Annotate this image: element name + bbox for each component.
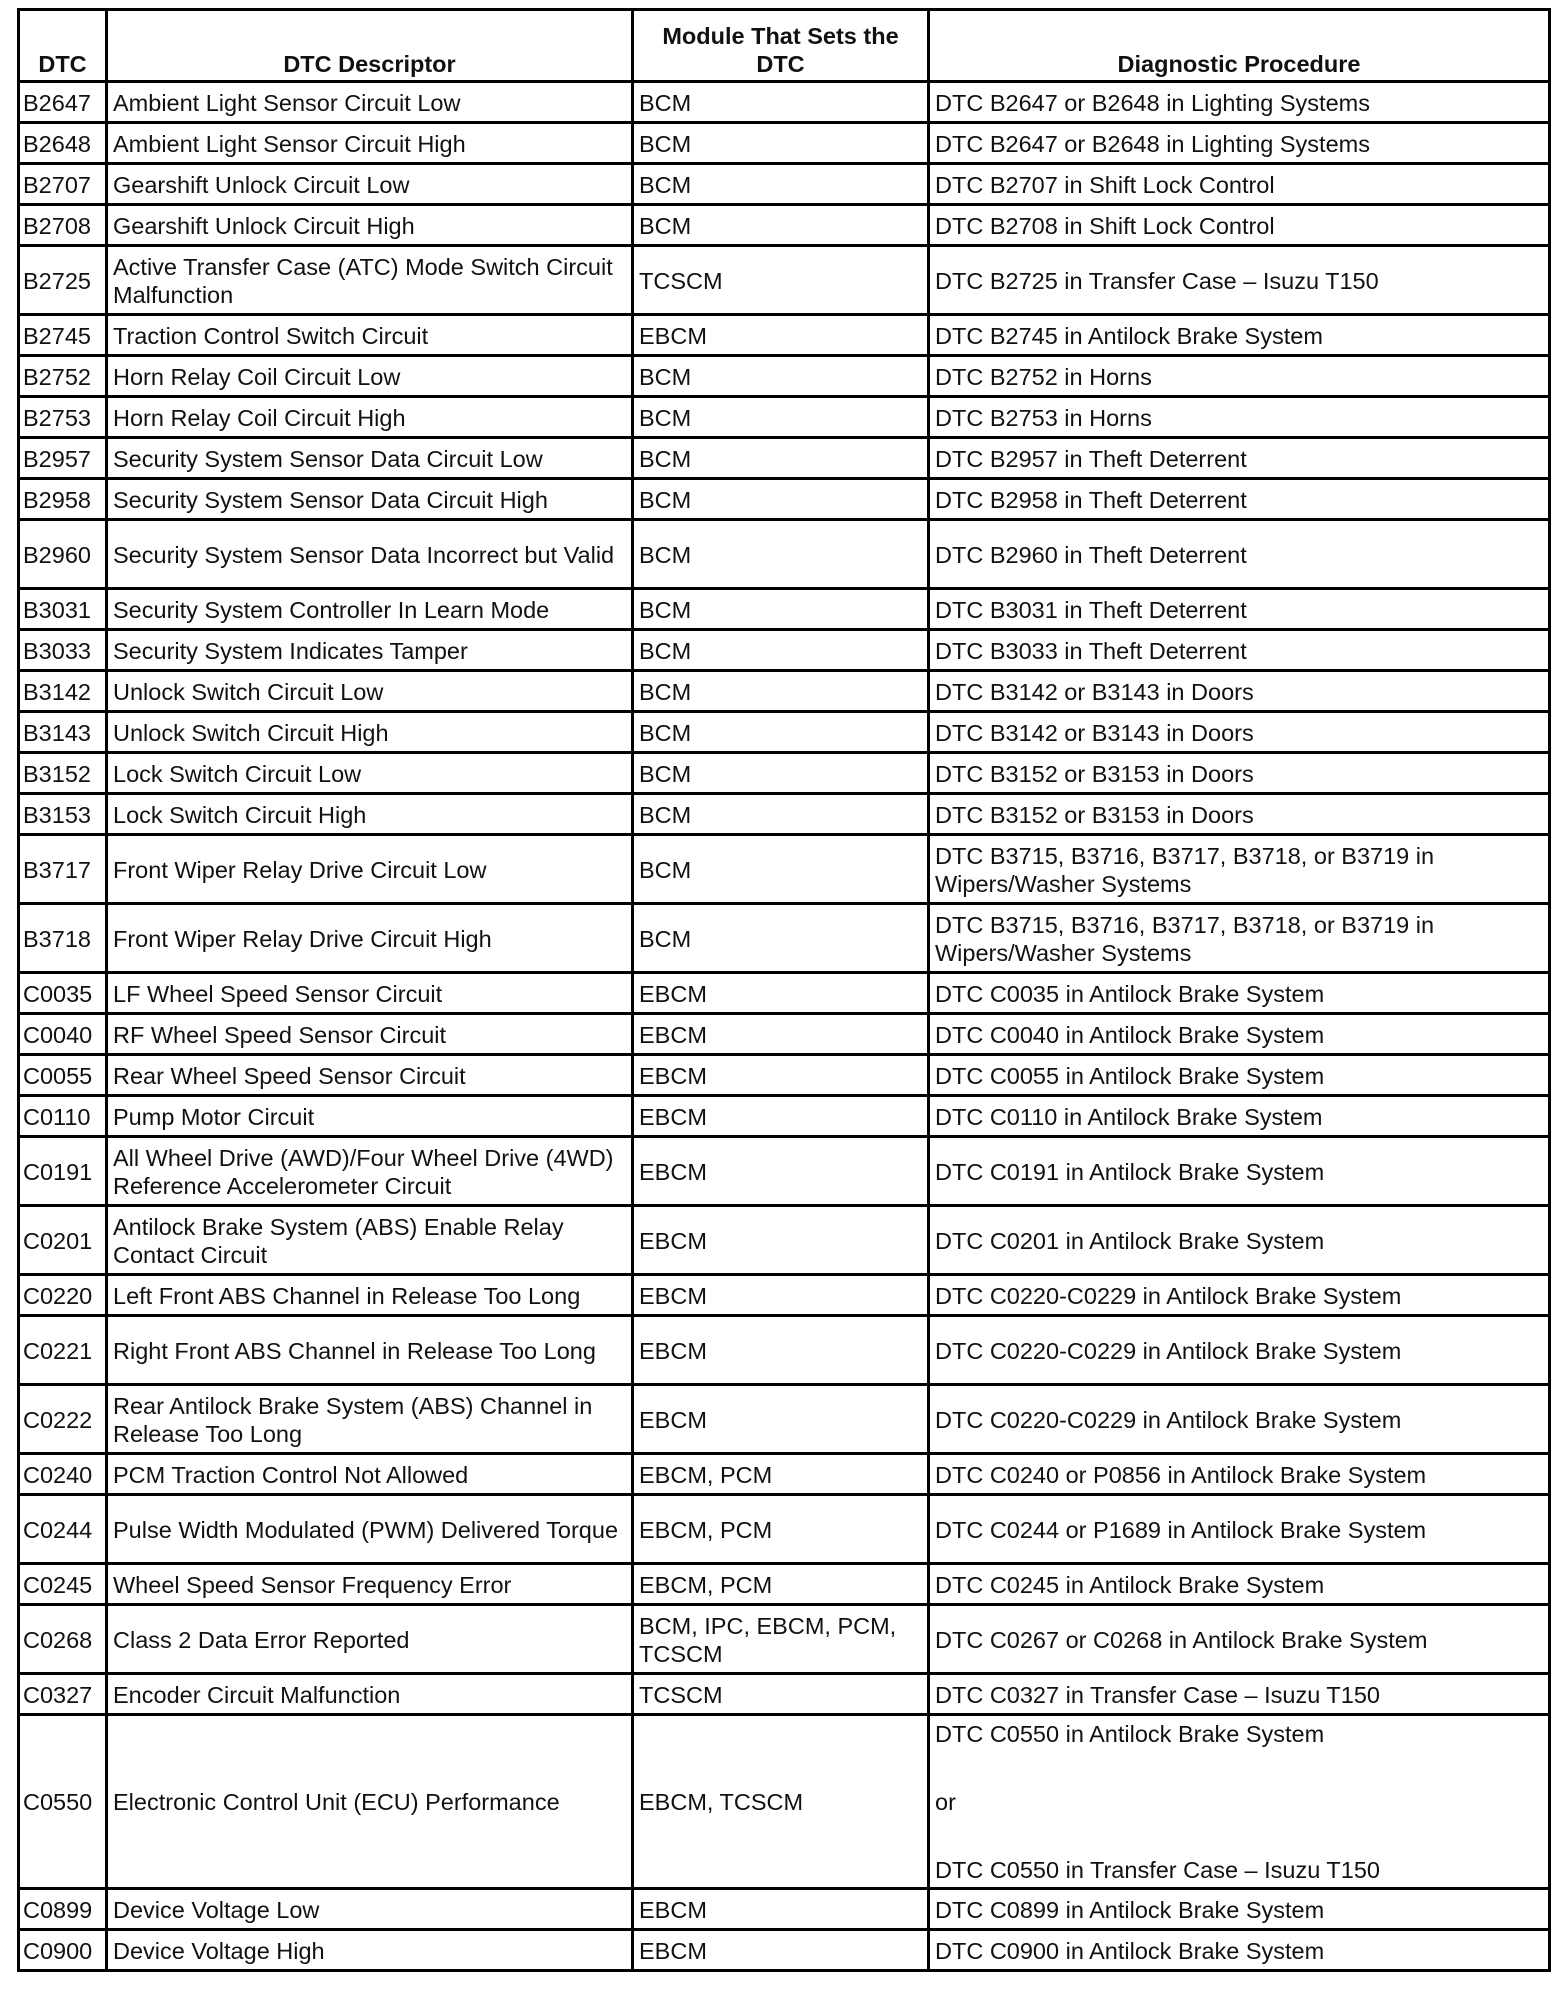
- dtc-descriptor-cell: Encoder Circuit Malfunction: [107, 1674, 633, 1715]
- table-row: [19, 1055, 1550, 1096]
- dtc-descriptor-cell: Pulse Width Modulated (PWM) Delivered Torque: [107, 1495, 633, 1564]
- table-row: [19, 520, 1550, 589]
- table-row: [19, 205, 1550, 246]
- dtc-code-cell: C0222: [19, 1385, 107, 1454]
- diagnostic-procedure-cell: [929, 973, 1550, 1014]
- diagnostic-procedure-cell: [929, 1316, 1550, 1385]
- dtc-code-cell: B2725: [19, 246, 107, 315]
- procedure-spacer: [935, 1816, 1543, 1856]
- diagnostic-procedure-cell: [929, 1014, 1550, 1055]
- diagnostic-procedure-cell: [929, 1206, 1550, 1275]
- dtc-code-cell: B2957: [19, 438, 107, 479]
- table-row: [19, 630, 1550, 671]
- dtc-descriptor-cell: RF Wheel Speed Sensor Circuit: [107, 1014, 633, 1055]
- procedure-line: DTC B3715, B3716, B3717, B3718, or B3719 in Wipers/Washer Systems: [935, 842, 1435, 897]
- table-row: [19, 712, 1550, 753]
- module-cell: BCM: [633, 630, 929, 671]
- diagnostic-procedure-cell: [929, 205, 1550, 246]
- module-cell: EBCM, PCM: [633, 1454, 929, 1495]
- procedure-line: DTC C0201 in Antilock Brake System: [935, 1227, 1325, 1254]
- module-cell: BCM: [633, 520, 929, 589]
- procedure-line: DTC C0055 in Antilock Brake System: [935, 1062, 1325, 1089]
- dtc-code-cell: B3033: [19, 630, 107, 671]
- procedure-line: DTC B2753 in Horns: [935, 404, 1152, 431]
- procedure-line: DTC B3152 or B3153 in Doors: [935, 801, 1254, 828]
- module-cell: BCM: [633, 356, 929, 397]
- module-cell: EBCM: [633, 1316, 929, 1385]
- module-cell: BCM: [633, 123, 929, 164]
- header-dtc: DTC: [19, 10, 107, 82]
- module-cell: EBCM: [633, 1930, 929, 1971]
- dtc-code-cell: C0201: [19, 1206, 107, 1275]
- dtc-descriptor-cell: Electronic Control Unit (ECU) Performance: [107, 1715, 633, 1889]
- table-header-row: [19, 10, 1550, 82]
- dtc-descriptor-cell: Traction Control Switch Circuit: [107, 315, 633, 356]
- dtc-descriptor-cell: Security System Controller In Learn Mode: [107, 589, 633, 630]
- module-cell: BCM: [633, 753, 929, 794]
- procedure-line: DTC B3142 or B3143 in Doors: [935, 678, 1254, 705]
- procedure-line: DTC B2957 in Theft Deterrent: [935, 445, 1247, 472]
- procedure-line: DTC B3031 in Theft Deterrent: [935, 596, 1247, 623]
- procedure-spacer: [935, 1748, 1543, 1788]
- diagnostic-procedure-cell: [929, 123, 1550, 164]
- module-cell: EBCM, TCSCM: [633, 1715, 929, 1889]
- dtc-descriptor-cell: Security System Sensor Data Incorrect but Valid: [107, 520, 633, 589]
- table-row: [19, 356, 1550, 397]
- dtc-code-cell: C0220: [19, 1275, 107, 1316]
- dtc-descriptor-cell: Security System Sensor Data Circuit High: [107, 479, 633, 520]
- procedure-line: DTC C0220-C0229 in Antilock Brake System: [935, 1337, 1402, 1364]
- module-cell: BCM: [633, 438, 929, 479]
- diagnostic-procedure-cell: [929, 589, 1550, 630]
- diagnostic-procedure-cell: [929, 479, 1550, 520]
- diagnostic-procedure-cell: [929, 1715, 1550, 1889]
- procedure-line: DTC C0327 in Transfer Case – Isuzu T150: [935, 1681, 1380, 1708]
- diagnostic-procedure-cell: [929, 397, 1550, 438]
- table-row: [19, 397, 1550, 438]
- table-row: [19, 904, 1550, 973]
- procedure-line: DTC C0900 in Antilock Brake System: [935, 1937, 1325, 1964]
- module-cell: TCSCM: [633, 246, 929, 315]
- dtc-code-cell: B2753: [19, 397, 107, 438]
- table-body: [19, 82, 1550, 1971]
- dtc-code-cell: B2958: [19, 479, 107, 520]
- diagnostic-procedure-cell: [929, 1674, 1550, 1715]
- dtc-code-cell: C0899: [19, 1889, 107, 1930]
- table-row: [19, 438, 1550, 479]
- procedure-line: DTC B2745 in Antilock Brake System: [935, 322, 1323, 349]
- table-row: [19, 123, 1550, 164]
- dtc-descriptor-cell: Left Front ABS Channel in Release Too Long: [107, 1275, 633, 1316]
- diagnostic-procedure-cell: [929, 835, 1550, 904]
- diagnostic-procedure-cell: [929, 1137, 1550, 1206]
- dtc-code-cell: C0240: [19, 1454, 107, 1495]
- procedure-line: DTC C0220-C0229 in Antilock Brake System: [935, 1282, 1402, 1309]
- module-cell: EBCM: [633, 1055, 929, 1096]
- procedure-line: or: [935, 1789, 956, 1815]
- dtc-code-cell: B2960: [19, 520, 107, 589]
- procedure-line: DTC B2708 in Shift Lock Control: [935, 212, 1275, 239]
- diagnostic-procedure-cell: [929, 520, 1550, 589]
- dtc-code-cell: B3142: [19, 671, 107, 712]
- procedure-line: DTC B3033 in Theft Deterrent: [935, 637, 1247, 664]
- procedure-line: DTC C0899 in Antilock Brake System: [935, 1896, 1325, 1923]
- module-cell: EBCM, PCM: [633, 1495, 929, 1564]
- procedure-line: DTC C0550 in Transfer Case – Isuzu T150: [935, 1857, 1380, 1883]
- table-row: [19, 973, 1550, 1014]
- procedure-line: DTC C0245 in Antilock Brake System: [935, 1571, 1325, 1598]
- dtc-descriptor-cell: LF Wheel Speed Sensor Circuit: [107, 973, 633, 1014]
- dtc-descriptor-cell: Horn Relay Coil Circuit High: [107, 397, 633, 438]
- diagnostic-procedure-cell: [929, 315, 1550, 356]
- procedure-line: DTC C0267 or C0268 in Antilock Brake System: [935, 1626, 1428, 1653]
- module-cell: EBCM: [633, 1137, 929, 1206]
- procedure-line: DTC C0110 in Antilock Brake System: [935, 1103, 1323, 1130]
- dtc-code-cell: B3143: [19, 712, 107, 753]
- procedure-line: DTC C0240 or P0856 in Antilock Brake System: [935, 1461, 1427, 1488]
- diagnostic-procedure-cell: [929, 1930, 1550, 1971]
- dtc-code-cell: C0268: [19, 1605, 107, 1674]
- procedure-line: DTC B3152 or B3153 in Doors: [935, 760, 1254, 787]
- procedure-line: DTC B3715, B3716, B3717, B3718, or B3719 in Wipers/Washer Systems: [935, 911, 1435, 966]
- module-cell: EBCM: [633, 1206, 929, 1275]
- procedure-line: DTC C0191 in Antilock Brake System: [935, 1158, 1325, 1185]
- dtc-descriptor-cell: Unlock Switch Circuit Low: [107, 671, 633, 712]
- header-descriptor: DTC Descriptor: [107, 10, 633, 82]
- dtc-descriptor-cell: Lock Switch Circuit High: [107, 794, 633, 835]
- dtc-descriptor-cell: PCM Traction Control Not Allowed: [107, 1454, 633, 1495]
- table-row: [19, 1275, 1550, 1316]
- dtc-code-cell: C0550: [19, 1715, 107, 1889]
- diagnostic-procedure-cell: [929, 1275, 1550, 1316]
- diagnostic-procedure-cell: [929, 246, 1550, 315]
- dtc-code-cell: B3153: [19, 794, 107, 835]
- procedure-line: DTC B2960 in Theft Deterrent: [935, 541, 1247, 568]
- dtc-code-cell: C0055: [19, 1055, 107, 1096]
- module-cell: EBCM: [633, 973, 929, 1014]
- procedure-line: DTC C0550 in Antilock Brake System: [935, 1721, 1325, 1747]
- module-cell: BCM: [633, 712, 929, 753]
- dtc-code-cell: B3152: [19, 753, 107, 794]
- table-row: [19, 1316, 1550, 1385]
- dtc-descriptor-cell: Gearshift Unlock Circuit Low: [107, 164, 633, 205]
- diagnostic-procedure-cell: [929, 712, 1550, 753]
- table-row: [19, 1715, 1550, 1889]
- dtc-descriptor-cell: Unlock Switch Circuit High: [107, 712, 633, 753]
- module-cell: BCM: [633, 397, 929, 438]
- table-row: [19, 1014, 1550, 1055]
- diagnostic-procedure-cell: [929, 630, 1550, 671]
- diagnostic-procedure-cell: [929, 794, 1550, 835]
- dtc-descriptor-cell: Front Wiper Relay Drive Circuit Low: [107, 835, 633, 904]
- dtc-table: [17, 8, 1551, 1972]
- procedure-line: DTC C0035 in Antilock Brake System: [935, 980, 1325, 1007]
- dtc-descriptor-cell: Security System Indicates Tamper: [107, 630, 633, 671]
- table-row: [19, 1096, 1550, 1137]
- table-row: [19, 82, 1550, 123]
- dtc-descriptor-cell: Rear Antilock Brake System (ABS) Channel in Release Too Long: [107, 1385, 633, 1454]
- diagnostic-procedure-cell: [929, 164, 1550, 205]
- dtc-descriptor-cell: Pump Motor Circuit: [107, 1096, 633, 1137]
- dtc-descriptor-cell: Ambient Light Sensor Circuit High: [107, 123, 633, 164]
- module-cell: BCM: [633, 205, 929, 246]
- module-cell: EBCM, PCM: [633, 1564, 929, 1605]
- table-row: [19, 1930, 1550, 1971]
- table-row: [19, 589, 1550, 630]
- dtc-code-cell: B3717: [19, 835, 107, 904]
- table-row: [19, 1605, 1550, 1674]
- table-row: [19, 1206, 1550, 1275]
- dtc-code-cell: B2707: [19, 164, 107, 205]
- diagnostic-procedure-cell: [929, 82, 1550, 123]
- table-row: [19, 164, 1550, 205]
- dtc-code-cell: C0900: [19, 1930, 107, 1971]
- dtc-descriptor-cell: Device Voltage High: [107, 1930, 633, 1971]
- table-row: [19, 794, 1550, 835]
- dtc-descriptor-cell: All Wheel Drive (AWD)/Four Wheel Drive (4WD) Reference Accelerometer Circuit: [107, 1137, 633, 1206]
- dtc-descriptor-cell: Device Voltage Low: [107, 1889, 633, 1930]
- dtc-code-cell: C0110: [19, 1096, 107, 1137]
- module-cell: BCM: [633, 479, 929, 520]
- module-cell: EBCM: [633, 1889, 929, 1930]
- diagnostic-procedure-cell: [929, 1564, 1550, 1605]
- module-cell: EBCM: [633, 1275, 929, 1316]
- dtc-code-cell: C0221: [19, 1316, 107, 1385]
- diagnostic-procedure-cell: [929, 356, 1550, 397]
- dtc-code-cell: C0244: [19, 1495, 107, 1564]
- diagnostic-procedure-cell: [929, 671, 1550, 712]
- dtc-descriptor-cell: Wheel Speed Sensor Frequency Error: [107, 1564, 633, 1605]
- table-row: [19, 246, 1550, 315]
- dtc-code-cell: B2752: [19, 356, 107, 397]
- header-module: Module That Sets the DTC: [633, 10, 929, 82]
- procedure-line: DTC B2647 or B2648 in Lighting Systems: [935, 130, 1370, 157]
- dtc-code-cell: B2647: [19, 82, 107, 123]
- module-cell: BCM: [633, 835, 929, 904]
- dtc-code-cell: B2708: [19, 205, 107, 246]
- dtc-descriptor-cell: Security System Sensor Data Circuit Low: [107, 438, 633, 479]
- diagnostic-procedure-cell: [929, 753, 1550, 794]
- table-row: [19, 671, 1550, 712]
- dtc-descriptor-cell: Active Transfer Case (ATC) Mode Switch Circuit Malfunction: [107, 246, 633, 315]
- dtc-code-cell: B3718: [19, 904, 107, 973]
- dtc-descriptor-cell: Lock Switch Circuit Low: [107, 753, 633, 794]
- diagnostic-procedure-cell: [929, 904, 1550, 973]
- procedure-line: DTC C0244 or P1689 in Antilock Brake System: [935, 1516, 1427, 1543]
- diagnostic-procedure-cell: [929, 1096, 1550, 1137]
- diagnostic-procedure-cell: [929, 1454, 1550, 1495]
- diagnostic-procedure-cell: [929, 438, 1550, 479]
- module-cell: EBCM: [633, 1014, 929, 1055]
- table-row: [19, 1137, 1550, 1206]
- module-cell: BCM, IPC, EBCM, PCM, TCSCM: [633, 1605, 929, 1674]
- dtc-code-cell: B2745: [19, 315, 107, 356]
- dtc-descriptor-cell: Gearshift Unlock Circuit High: [107, 205, 633, 246]
- table-row: [19, 1564, 1550, 1605]
- module-cell: BCM: [633, 904, 929, 973]
- procedure-line: DTC B2647 or B2648 in Lighting Systems: [935, 89, 1370, 116]
- table-row: [19, 1495, 1550, 1564]
- module-cell: EBCM: [633, 1096, 929, 1137]
- procedure-line: DTC B2958 in Theft Deterrent: [935, 486, 1247, 513]
- diagnostic-procedure-cell: [929, 1889, 1550, 1930]
- dtc-code-cell: C0245: [19, 1564, 107, 1605]
- dtc-code-cell: B2648: [19, 123, 107, 164]
- module-cell: BCM: [633, 589, 929, 630]
- table-row: [19, 753, 1550, 794]
- module-cell: BCM: [633, 794, 929, 835]
- procedure-line: DTC B2725 in Transfer Case – Isuzu T150: [935, 267, 1379, 294]
- procedure-line: DTC C0220-C0229 in Antilock Brake System: [935, 1406, 1402, 1433]
- procedure-line: DTC C0040 in Antilock Brake System: [935, 1021, 1325, 1048]
- table-row: [19, 1454, 1550, 1495]
- module-cell: EBCM: [633, 1385, 929, 1454]
- dtc-code-cell: C0327: [19, 1674, 107, 1715]
- diagnostic-procedure-cell: [929, 1605, 1550, 1674]
- dtc-descriptor-cell: Right Front ABS Channel in Release Too Long: [107, 1316, 633, 1385]
- module-cell: BCM: [633, 671, 929, 712]
- module-cell: EBCM: [633, 315, 929, 356]
- procedure-line: DTC B3142 or B3143 in Doors: [935, 719, 1254, 746]
- dtc-descriptor-cell: Class 2 Data Error Reported: [107, 1605, 633, 1674]
- table-row: [19, 1674, 1550, 1715]
- module-cell: BCM: [633, 164, 929, 205]
- dtc-table-container: [17, 8, 1548, 1972]
- dtc-descriptor-cell: Antilock Brake System (ABS) Enable Relay Contact Circuit: [107, 1206, 633, 1275]
- module-cell: BCM: [633, 82, 929, 123]
- dtc-code-cell: B3031: [19, 589, 107, 630]
- diagnostic-procedure-cell: [929, 1385, 1550, 1454]
- procedure-line: DTC B2707 in Shift Lock Control: [935, 171, 1275, 198]
- dtc-code-cell: C0191: [19, 1137, 107, 1206]
- table-row: [19, 1889, 1550, 1930]
- module-cell: TCSCM: [633, 1674, 929, 1715]
- dtc-code-cell: C0035: [19, 973, 107, 1014]
- dtc-descriptor-cell: Front Wiper Relay Drive Circuit High: [107, 904, 633, 973]
- dtc-descriptor-cell: Horn Relay Coil Circuit Low: [107, 356, 633, 397]
- table-row: [19, 479, 1550, 520]
- table-row: [19, 1385, 1550, 1454]
- procedure-line: DTC B2752 in Horns: [935, 363, 1152, 390]
- diagnostic-procedure-cell: [929, 1495, 1550, 1564]
- dtc-descriptor-cell: Rear Wheel Speed Sensor Circuit: [107, 1055, 633, 1096]
- header-procedure: Diagnostic Procedure: [929, 10, 1550, 82]
- dtc-descriptor-cell: Ambient Light Sensor Circuit Low: [107, 82, 633, 123]
- table-row: [19, 315, 1550, 356]
- dtc-code-cell: C0040: [19, 1014, 107, 1055]
- diagnostic-procedure-cell: [929, 1055, 1550, 1096]
- table-row: [19, 835, 1550, 904]
